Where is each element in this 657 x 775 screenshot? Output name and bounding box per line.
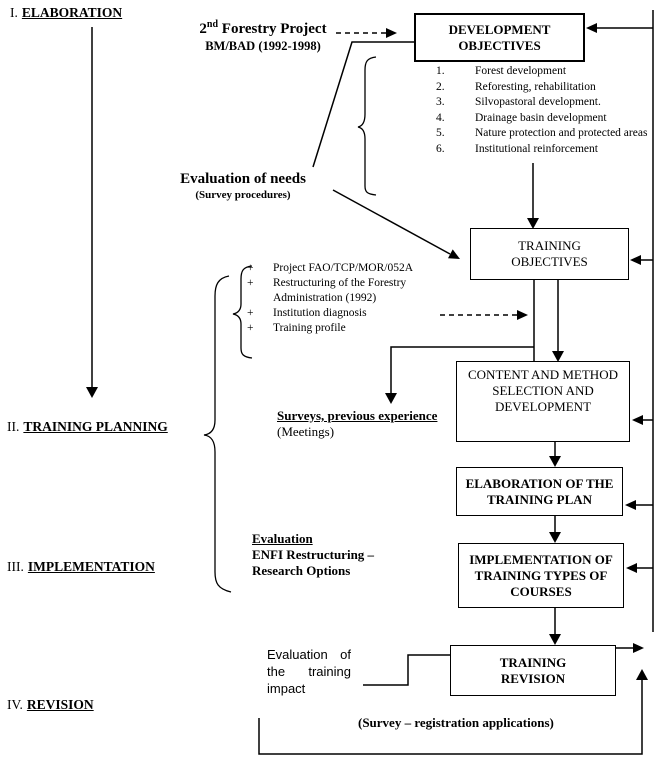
phase-numeral: III. [7, 559, 24, 574]
surveys-title: Surveys, previous experience [277, 408, 438, 423]
arrowhead-left-development [586, 23, 597, 33]
impact-word: of [340, 647, 351, 662]
arrowhead-down-revision [549, 634, 561, 645]
arrowhead-left-content [632, 415, 643, 425]
brace-development-goals [358, 57, 376, 195]
enfi-line3: Research Options [252, 563, 351, 578]
evaluation-of-needs-note [168, 171, 318, 201]
impact-word: impact [267, 681, 306, 696]
list-item-text: Drainage basin development [475, 111, 607, 124]
box-implementation-courses: IMPLEMENTATION OF TRAINING TYPES OF COURSES [458, 543, 624, 608]
enfi-line2: ENFI Restructuring – [252, 547, 375, 562]
surveys-subtitle: (Meetings) [277, 424, 335, 439]
list-item [430, 142, 647, 158]
list-item-text: Institutional reinforcement [475, 142, 598, 155]
list-item-text: Forest development [475, 65, 567, 77]
phase-title: ELABORATION [21, 5, 123, 20]
list-item-number: 1. [436, 65, 445, 77]
list-item-bullet: + [247, 307, 254, 319]
arrowhead-down-elaboration-box [549, 456, 561, 467]
list-item [242, 261, 433, 276]
needs-subtitle: (Survey procedures) [195, 189, 291, 201]
phase-numeral: IV. [7, 697, 23, 712]
enfi-title: Evaluation [252, 531, 313, 546]
phase-title: TRAINING PLANNING [23, 419, 168, 434]
list-item-number: 3. [436, 96, 445, 108]
arrowhead-right-dashed [517, 310, 528, 320]
phase-title: IMPLEMENTATION [27, 559, 155, 574]
planning-inputs-list [242, 261, 433, 336]
list-item [430, 80, 647, 96]
line-needs-to-development [313, 42, 414, 167]
list-item-text: Silvopastoral development. [475, 96, 601, 108]
list-item-bullet: + [247, 322, 254, 334]
phase-label-implementation [7, 559, 155, 575]
brace-training-planning-phase [204, 276, 231, 592]
list-item-number: 5. [436, 127, 445, 139]
arrowhead-down-implementation [549, 532, 561, 543]
phase-label-elaboration [10, 5, 122, 21]
arrowhead-right-project [386, 28, 397, 38]
list-item-bullet: + [247, 277, 254, 289]
list-item-number: 2. [436, 80, 445, 93]
evaluation-enfi-note [252, 531, 374, 579]
box-training-revision: TRAINING REVISION [450, 645, 616, 696]
phase-label-revision [7, 697, 94, 713]
list-item-number: 6. [436, 142, 445, 155]
list-item-text: Reforesting, rehabilitation [475, 80, 596, 93]
list-item-bullet: + [247, 262, 254, 274]
surveys-note [277, 408, 437, 440]
arrowhead-up-feedback [636, 669, 648, 680]
list-item [242, 306, 433, 321]
phase-label-training-planning [7, 419, 168, 435]
phase-title: REVISION [26, 697, 94, 712]
box-elaboration-training-plan: ELABORATION OF THE TRAINING PLAN [456, 467, 623, 516]
line-impact-to-revision [363, 655, 450, 685]
impact-word: training [308, 664, 351, 679]
list-item-text: Institution diagnosis [273, 307, 367, 319]
list-item-number: 4. [436, 111, 445, 124]
list-item [242, 276, 433, 306]
box-content-method-selection: CONTENT AND METHOD SELECTION AND DEVELOPMENT [456, 361, 630, 442]
box-training-objectives: TRAINING OBJECTIVES [470, 228, 629, 280]
list-item-text: Nature protection and protected areas [475, 127, 648, 139]
list-item-text: Training profile [273, 322, 346, 334]
list-item-text: Project FAO/TCP/MOR/052A [273, 262, 414, 274]
box-development-objectives: DEVELOPMENT OBJECTIVES [414, 13, 585, 62]
list-item [430, 95, 647, 111]
impact-word: Evaluation [267, 647, 328, 662]
list-item [430, 64, 647, 80]
arrowhead-left-implementation [626, 563, 637, 573]
impact-word: the [267, 664, 286, 679]
arrowhead-left-elaboration [625, 500, 636, 510]
arrowhead-right-revision-output [633, 643, 644, 653]
list-item [430, 111, 647, 127]
project-subtitle: BM/BAD (1992-1998) [205, 39, 321, 53]
needs-title: Evaluation of needs [180, 171, 306, 187]
list-item [242, 321, 433, 336]
phase-numeral: I. [10, 5, 18, 20]
development-goals-list [430, 64, 647, 157]
list-item [430, 126, 647, 142]
arrowhead-down-elaboration [86, 387, 98, 398]
evaluation-impact-note [267, 646, 351, 697]
arrowhead-down-surveys [385, 393, 397, 404]
list-item-text: Restructuring of the Forestry Administration (1992) [273, 277, 407, 304]
arrowhead-left-training-objectives [630, 255, 641, 265]
project-note [188, 19, 338, 54]
phase-numeral: II. [7, 419, 20, 434]
line-needs-to-training-objectives [333, 190, 450, 254]
project-title: 2nd Forestry Project [199, 19, 327, 37]
survey-registration-note: (Survey – registration applications) [358, 715, 554, 730]
